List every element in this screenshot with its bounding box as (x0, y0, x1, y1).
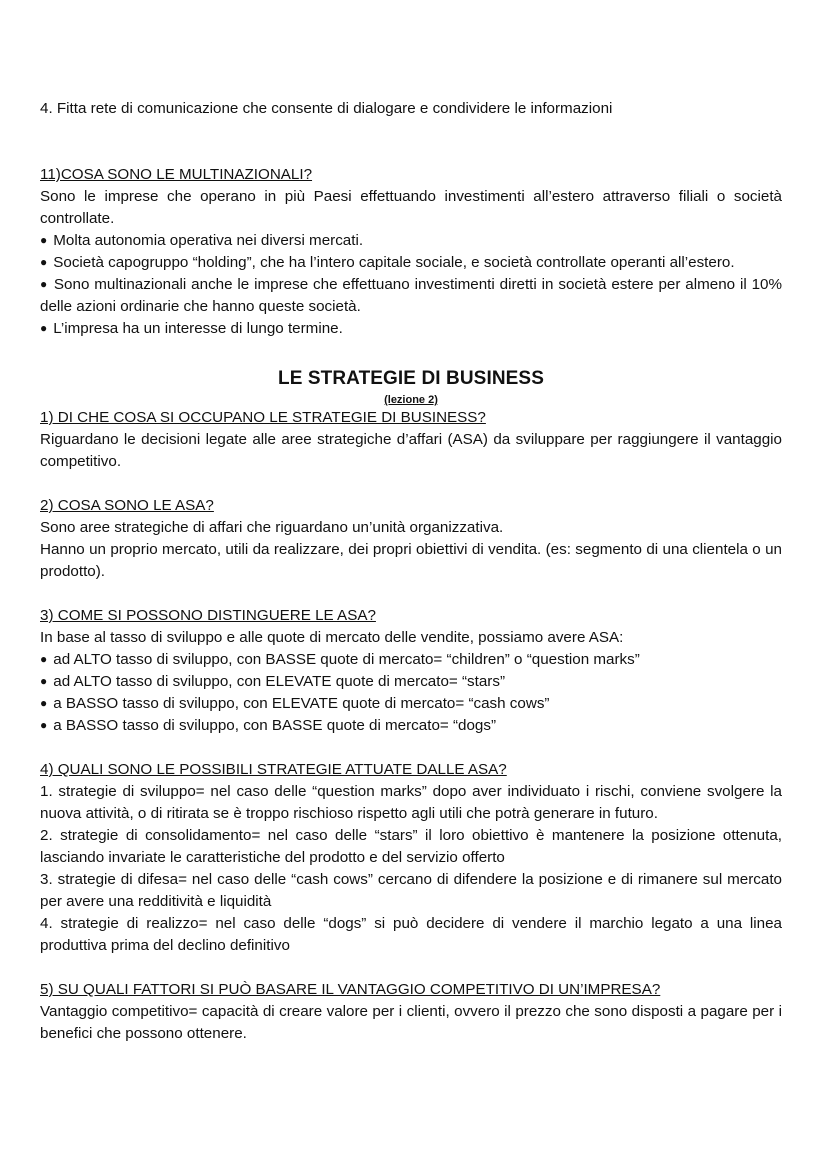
answer-text-2b: Hanno un proprio mercato, utili da realizzare, dei propri obiettivi di vendita. (es: segmento di una clientela o un prodotto). (40, 541, 782, 580)
question-heading-5: 5) SU QUALI FATTORI SI PUÒ BASARE IL VANTAGGIO COMPETITIVO DI UN’IMPRESA? (40, 981, 661, 998)
bullet-item: ● a BASSO tasso di sviluppo, con BASSE quote di mercato= “dogs” (40, 717, 497, 734)
bullet-item: ● Società capogruppo “holding”, che ha l’intero capitale sociale, e società controllate operanti all’estero. (40, 254, 735, 271)
bullet-item: ● ad ALTO tasso di sviluppo, con ELEVATE quote di mercato= “stars” (40, 673, 506, 690)
bullet-icon: ● (40, 674, 48, 688)
answer-text-11: Sono le imprese che operano in più Paesi effettuando investimenti all’estero attraverso filiali o società controllate. (40, 188, 782, 227)
bullet-item: ● Molta autonomia operativa nei diversi mercati. (40, 232, 364, 249)
question-heading-4: 4) QUALI SONO LE POSSIBILI STRATEGIE ATTUATE DALLE ASA? (40, 761, 507, 778)
question-heading-3: 3) COME SI POSSONO DISTINGUERE LE ASA? (40, 607, 376, 624)
numbered-item: 3. strategie di difesa= nel caso delle “cash cows” cercano di difendere la posizione e di rimanere sul mercato per avere una redditività e liquidità (40, 871, 782, 910)
numbered-item: 1. strategie di sviluppo= nel caso delle “question marks” dopo aver individuato i rischi, conviene svolgere la nuova attività, o di ritirata se è troppo rischioso rispetto agli utili che potrà generare in futuro. (40, 783, 782, 822)
bullet-icon: ● (40, 321, 48, 335)
intro-list-item: 4. Fitta rete di comunicazione che consente di dialogare e condividere le informazioni (40, 100, 613, 117)
bullet-icon: ● (40, 255, 48, 269)
bullet-icon: ● (40, 718, 48, 732)
question-heading-1: 1) DI CHE COSA SI OCCUPANO LE STRATEGIE DI BUSINESS? (40, 409, 486, 426)
bullet-icon: ● (40, 277, 48, 291)
bullet-item: ● a BASSO tasso di sviluppo, con ELEVATE quote di mercato= “cash cows” (40, 695, 550, 712)
answer-text-1: Riguardano le decisioni legate alle aree strategiche d’affari (ASA) da sviluppare per raggiungere il vantaggio competitivo. (40, 431, 782, 470)
bullet-icon: ● (40, 652, 48, 666)
question-heading-2: 2) COSA SONO LE ASA? (40, 497, 214, 514)
section-title: LE STRATEGIE DI BUSINESS (278, 368, 544, 389)
bullet-item: ● ad ALTO tasso di sviluppo, con BASSE quote di mercato= “children” o “question marks” (40, 651, 640, 668)
document-content (40, 98, 782, 1045)
bullet-icon: ● (40, 696, 48, 710)
bullet-icon: ● (40, 233, 48, 247)
numbered-item: 2. strategie di consolidamento= nel caso delle “stars” il loro obiettivo è mantenere la posizione ottenuta, lasciando invariate le caratteristiche del prodotto e del servizio offerto (40, 827, 782, 866)
bullet-item: ● L’impresa ha un interesse di lungo termine. (40, 320, 343, 337)
lesson-label: (lezione 2) (384, 394, 438, 406)
question-heading-11: 11)COSA SONO LE MULTINAZIONALI? (40, 166, 313, 183)
answer-text-2a: Sono aree strategiche di affari che riguardano un’unità organizzativa. (40, 519, 504, 536)
numbered-item: 4. strategie di realizzo= nel caso delle “dogs” si può decidere di vendere il marchio legato a una linea produttiva prima del declino definitivo (40, 915, 782, 954)
bullet-item: ● Sono multinazionali anche le imprese che effettuano investimenti diretti in società estere per almeno il 10% delle azioni ordinarie che hanno queste società. (40, 276, 783, 315)
answer-text-5: Vantaggio competitivo= capacità di creare valore per i clienti, ovvero il prezzo che sono disposti a pagare per i benefici che possono ottenere. (40, 1003, 782, 1042)
answer-text-3: In base al tasso di sviluppo e alle quote di mercato delle vendite, possiamo avere ASA: (40, 629, 624, 646)
